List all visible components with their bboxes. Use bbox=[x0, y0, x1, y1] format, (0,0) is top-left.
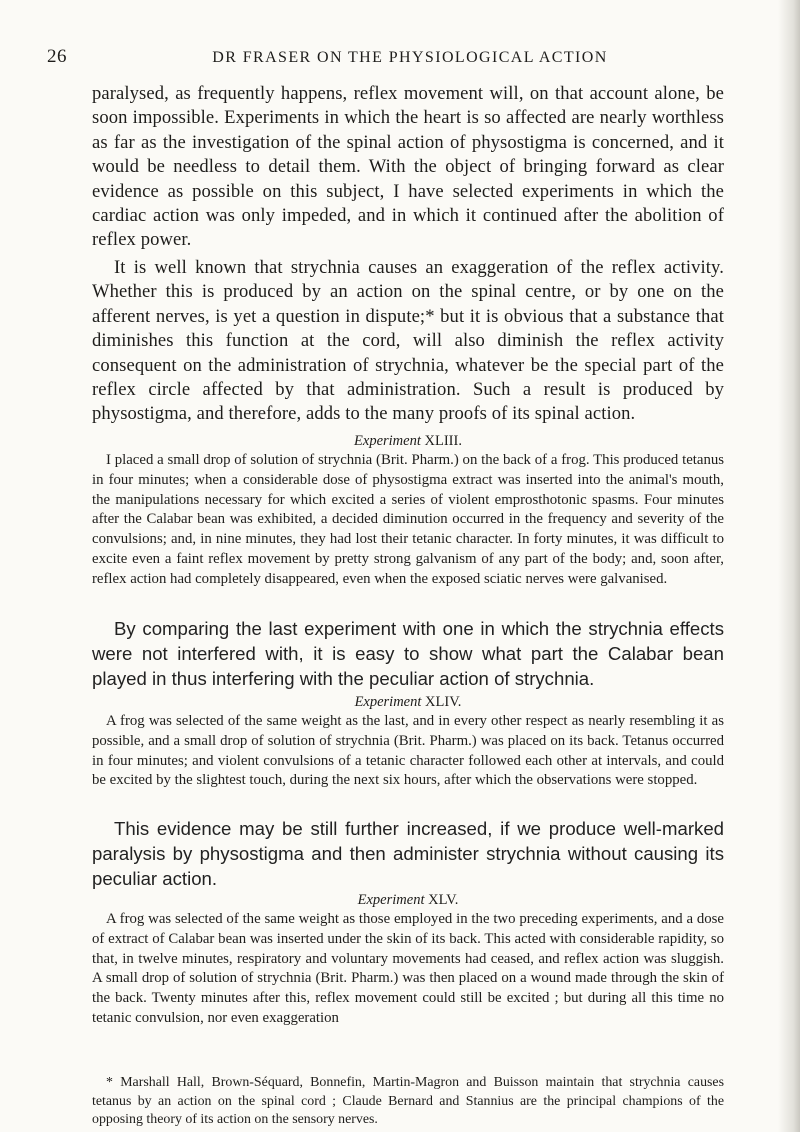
experiment-xlv-text: A frog was selected of the same weight as those employed in the two preceding experiments, and a dose of extract of Calabar bean was inserted under the skin of its back. This acted with considerable rapidity, so that, in twelve minutes, respiratory and voluntary movements had ceased, and reflex action was sluggish. A small drop of solution of strychnia (Brit. Pharm.) was then placed on a wound made through the skin of the back. Twenty minutes after this, reflex movement could still be excited ; but during all this time no tetanic convulsion, nor even exaggeration bbox=[92, 911, 724, 1026]
experiment-xliv-text: A frog was selected of the same weight as the last, and in every other respect as nearly resembling it as possible, and a small drop of solution of strychnia (Brit. Pharm.) was placed on its back. Tetanus occurred in four minutes; and violent convulsions of a tetanic character followed each other at intervals, and could be excited by the slightest touch, during the next six hours, after which the observations were stopped. bbox=[92, 713, 724, 789]
experiment-xlv-heading bbox=[92, 890, 724, 910]
paragraph-4-text: This evidence may be still further increased, if we produce well-marked paralysis by physostigma and then administer strychnia without causing its peculiar action. bbox=[92, 818, 724, 889]
experiment-xlv-number: XLV. bbox=[428, 892, 459, 908]
paragraph-3 bbox=[92, 616, 724, 691]
page-edge-shadow bbox=[778, 0, 800, 1132]
experiment-xliv-heading bbox=[92, 692, 724, 712]
experiment-xliv-number: XLIV. bbox=[425, 694, 462, 710]
running-head: DR FRASER ON THE PHYSIOLOGICAL ACTION bbox=[212, 49, 608, 66]
footnote-text: * Marshall Hall, Brown-Séquard, Bonnefin, Martin-Magron and Buisson maintain that strychnia causes tetanus by an action on the spinal cord ; Claude Bernard and Stannius are the principal champions of the opposing theory of its action on the sensory nerves. bbox=[92, 1075, 724, 1128]
page-number: 26 bbox=[47, 46, 67, 67]
paragraph-1-text: paralysed, as frequently happens, reflex movement will, on that account alone, be soon impossible. Experiments in which the heart is so affected are nearly worthless as far as the investigation of the spinal action of physostigma is concerned, and it would be needless to detail them. With the object of bringing forward as clear evidence as possible on this subject, I have selected experiments in which the cardiac action was only impeded, and in which it continued after the abolition of reflex power. bbox=[92, 83, 724, 251]
experiment-xliii bbox=[92, 431, 724, 590]
experiment-xliii-label: Experiment bbox=[354, 433, 421, 449]
experiment-xliv-label: Experiment bbox=[354, 694, 422, 710]
footnote bbox=[92, 1074, 724, 1130]
paragraph-4 bbox=[92, 816, 724, 891]
experiment-xliii-number: XLIII. bbox=[424, 433, 462, 449]
experiment-xliii-heading bbox=[92, 431, 724, 451]
experiment-xliv bbox=[92, 692, 724, 791]
paragraph-2 bbox=[92, 256, 724, 427]
experiment-xlv bbox=[92, 890, 724, 1029]
paragraph-2-text: It is well known that strychnia causes an exaggeration of the reflex activity. Whether this is produced by an action on the spinal centre, or by one on the afferent nerves, is yet a question in dispute;* but it is obvious that a substance that diminishes this function at the cord, will also diminish the reflex activity consequent on the administration of strychnia, whatever be the special part of the reflex circle affected by that administration. Such a result is produced by physostigma, and therefore, adds to the many proofs of its spinal action. bbox=[92, 257, 724, 425]
paragraph-3-text: By comparing the last experiment with one in which the strychnia effects were not interfered with, it is easy to show what part the Calabar bean played in thus interfering with the peculiar action of strychnia. bbox=[92, 618, 724, 689]
experiment-xliii-text: I placed a small drop of solution of strychnia (Brit. Pharm.) on the back of a frog. This produced tetanus in four minutes; when a considerable dose of physostigma extract was inserted into the animal's mouth, the manipulations necessary for which excited a series of violent emprosthotonic spasms. Four minutes after the Calabar bean was exhibited, a decided diminution occurred in the frequency and severity of the convulsions; and, in nine minutes, they had lost their tetanic character. In forty minutes, it was difficult to excite even a faint reflex movement by pretty strong galvanism of any part of the body; and, soon after, reflex action had completely disappeared, even when the exposed sciatic nerves were galvanised. bbox=[92, 452, 724, 587]
paragraph-1 bbox=[92, 82, 724, 253]
experiment-xlv-label: Experiment bbox=[357, 892, 425, 908]
